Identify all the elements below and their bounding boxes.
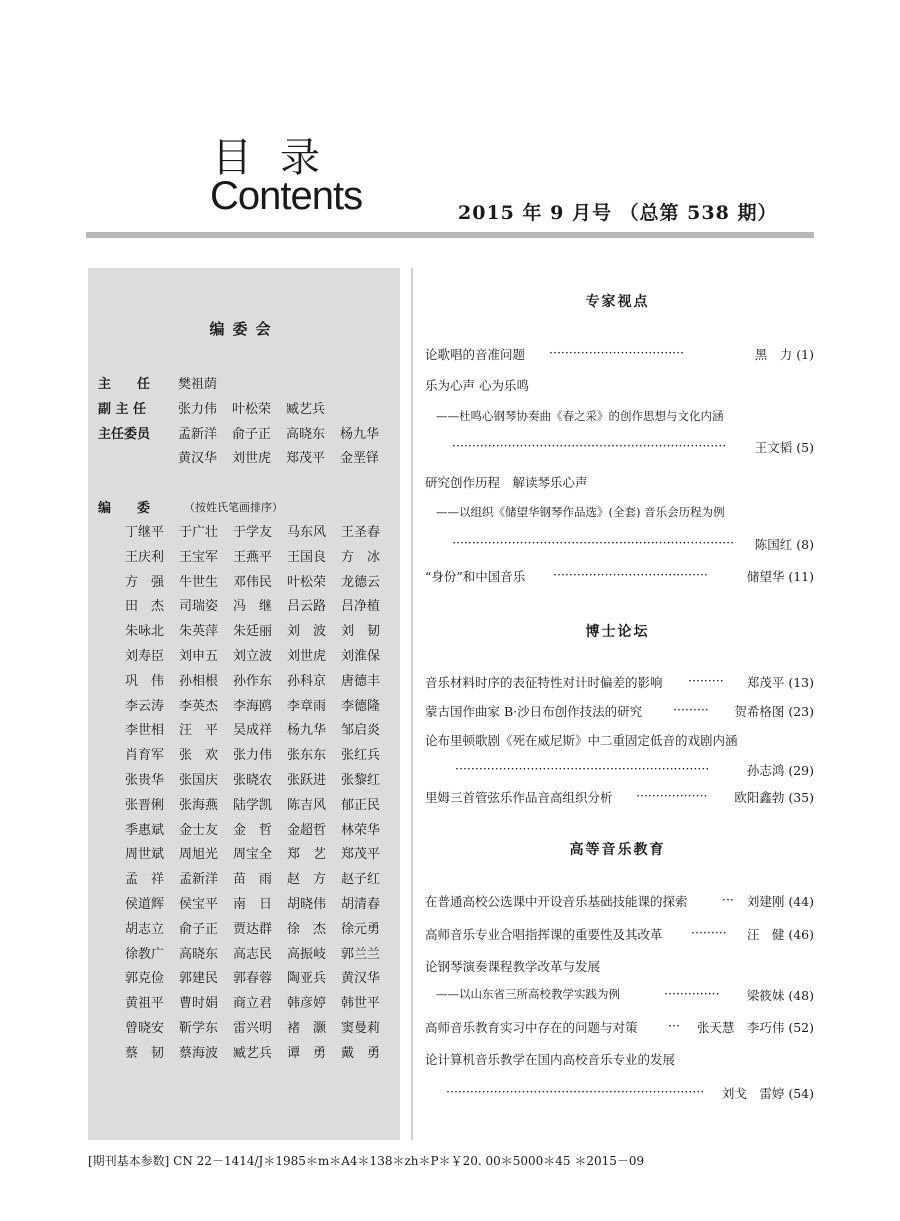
editor-name: 曹时娟 [179, 996, 219, 1012]
editor-name: 李章雨 [287, 698, 327, 714]
toc-author-page [747, 892, 814, 910]
toc-entry-title[interactable]: 乐为心声 心为乐鸣 [425, 378, 529, 393]
board-name: 黄汉华 [178, 451, 218, 466]
editor-name: 郭春蓉 [233, 971, 273, 987]
toc-entry-title[interactable]: 在普通高校公选课中开设音乐基础技能课的探索 [425, 894, 688, 909]
toc-entry-title[interactable]: 高师音乐教育实习中存在的问题与对策 [425, 1020, 638, 1035]
toc-author: 张天慧 李巧伟 [696, 1020, 785, 1035]
editor-name: 张晓农 [233, 773, 273, 788]
editor-name: 郑 艺 [287, 847, 327, 863]
toc-dots: ·············· [664, 986, 720, 1001]
editor-name: 巩 伟 [125, 673, 165, 689]
journal-parameters: [期刊基本参数] CN 22－1414/J＊1985＊m＊A4＊138＊zh＊P＊￥20. 00＊5000＊45 ＊2015－09 [88, 1154, 645, 1168]
toc-dots: ·················· [636, 788, 708, 803]
editor-name: 季惠斌 [125, 822, 165, 838]
editor-name: 戴 勇 [341, 1045, 381, 1061]
toc-entry-title[interactable]: 里姆三首管弦乐作品音高组织分析 [425, 790, 613, 805]
toc-page: (13) [788, 675, 814, 690]
board-name: 杨九华 [340, 427, 380, 442]
toc-author: 王文韬 [754, 440, 793, 455]
editor-name: 张红兵 [341, 748, 381, 764]
editor-name: 高振岐 [287, 946, 327, 962]
toc-author: 欧阳鑫勃 [734, 790, 785, 805]
editor-name: 周世斌 [125, 847, 165, 863]
board-name: 张力伟 [178, 402, 218, 417]
editor-name: 马东风 [287, 525, 327, 540]
toc-dots: ······································· [553, 567, 708, 582]
editor-name: 蔡海波 [179, 1045, 219, 1061]
section-title-doctoral: 博士论坛 [585, 624, 650, 640]
toc-dots: ········· [673, 702, 709, 717]
editor-name: 贾达群 [233, 921, 273, 937]
editor-name: 张东东 [287, 748, 327, 764]
toc-dots: ······································································· [452, 535, 735, 550]
editor-name: 吕云路 [287, 599, 327, 615]
editor-name: 胡晓伟 [287, 897, 327, 912]
editor-name: 郑茂平 [341, 847, 381, 863]
editor-name: 黄祖平 [125, 996, 165, 1012]
toc-dots: ·································· [549, 345, 685, 360]
toc-entry-title[interactable]: 论计算机音乐教学在国内高校音乐专业的发展 [425, 1052, 676, 1067]
editor-name: 徐元勇 [341, 921, 381, 937]
editor-name: 徐 杰 [287, 921, 327, 937]
members-label: 主任委员 [98, 427, 151, 442]
editor-name: 雷兴明 [233, 1021, 273, 1036]
editor-name: 刘立波 [233, 649, 273, 664]
toc-author-page [734, 702, 814, 720]
editor-name: 侯道辉 [125, 897, 165, 912]
editor-name: 韩世平 [341, 996, 381, 1012]
editor-name: 叶松荣 [287, 574, 327, 590]
editor-name: 郭兰兰 [341, 946, 381, 962]
editor-name: 徐教广 [125, 946, 165, 962]
editor-name: 孟新洋 [179, 872, 219, 888]
toc-author-page [747, 673, 814, 691]
toc-dots: ··· [722, 892, 734, 907]
toc-entry-subtitle: ——以山东省三所高校教学实践为例 [436, 987, 620, 1001]
editor-name: 邓伟民 [233, 574, 273, 590]
editor-name: 司瑞姿 [179, 599, 219, 615]
editor-name: 邹启炎 [341, 723, 381, 739]
toc-entry-subtitle: ——杜鸣心钢琴协奏曲《春之采》的创作思想与文化内涵 [436, 409, 724, 423]
toc-author: 刘建刚 [746, 894, 785, 909]
page-title-cn: 目录 [212, 135, 348, 181]
editor-name: 商立君 [233, 996, 273, 1012]
toc-author: 孙志鸿 [746, 763, 785, 778]
editor-name: 金超哲 [287, 822, 327, 838]
toc-author-page [755, 535, 814, 553]
editor-name: 张力伟 [233, 748, 273, 764]
toc-author: 陈国红 [754, 537, 793, 552]
editor-name: 刘 韧 [341, 624, 381, 640]
editor-name: 朱廷丽 [233, 624, 273, 640]
toc-page: (54) [788, 1086, 814, 1101]
editor-name: 陈吉风 [287, 797, 327, 813]
toc-author-page [722, 1084, 814, 1102]
toc-author-page [747, 925, 814, 943]
editor-name: 李世相 [125, 723, 165, 739]
editor-name: 陆学凯 [233, 797, 273, 813]
editor-name: 靳学东 [179, 1021, 219, 1036]
editor-name: 郁正民 [341, 797, 381, 813]
toc-page: (48) [788, 988, 814, 1003]
editor-name: 张黎红 [341, 773, 381, 788]
editor-name: 孙科京 [287, 673, 327, 689]
editor-name: 金 哲 [233, 822, 273, 838]
editor-name: 刘寿臣 [125, 649, 165, 664]
editor-name: 张贵华 [125, 773, 165, 788]
editor-name: 胡清春 [341, 897, 381, 912]
editor-name: 谭 勇 [287, 1045, 327, 1061]
editor-name: 王庆利 [125, 549, 165, 565]
editor-name: 李海鸥 [233, 698, 273, 714]
editor-name: 刘世虎 [287, 649, 327, 664]
editor-name: 郭建民 [179, 971, 219, 987]
editor-name: 牛世生 [179, 574, 219, 590]
board-title: 编委会 [209, 320, 279, 338]
editor-name: 胡志立 [125, 921, 165, 937]
editor-name: 曾晓安 [125, 1021, 165, 1036]
editor-name: 赵子红 [341, 872, 381, 888]
editors-label: 编 委 [98, 501, 151, 516]
board-name: 刘世虎 [232, 451, 272, 466]
page-title-en: Contents [210, 174, 363, 218]
editor-name: 杨九华 [287, 723, 327, 739]
toc-author: 郑茂平 [746, 675, 785, 690]
editor-name: 俞子正 [179, 921, 219, 937]
editor-name: 林荣华 [341, 822, 381, 838]
members-names-row1 [178, 423, 394, 442]
toc-dots: ··· [668, 1018, 680, 1033]
editor-name: 王国良 [287, 549, 327, 565]
issue-info: 2015 年 9 月号 （总第 538 期） [458, 202, 778, 224]
toc-author: 储望华 [746, 569, 785, 584]
toc-page: (5) [796, 440, 814, 455]
toc-entry-title[interactable]: 音乐材料时序的表征特性对计时偏差的影响 [425, 675, 663, 690]
editor-name: 高志民 [233, 946, 273, 962]
editor-name: 金士友 [179, 822, 219, 838]
editor-name: 肖育军 [125, 748, 165, 764]
board-name: 高晓东 [286, 427, 326, 442]
editor-name: 南 日 [233, 897, 273, 912]
toc-author-page [747, 986, 814, 1004]
section-title-expert: 专家视点 [585, 294, 650, 310]
toc-page: (11) [788, 569, 814, 584]
editor-name: 高晓东 [179, 946, 219, 962]
toc-author-page [755, 345, 814, 363]
toc-entry-title[interactable]: 研究创作历程 解读琴乐心声 [425, 475, 588, 490]
editor-name: 臧艺兵 [233, 1045, 273, 1061]
section-title-higher-education: 高等音乐教育 [569, 842, 666, 858]
chief-names [178, 373, 232, 392]
toc-dots: ································································· [446, 1084, 705, 1099]
editor-name: 龙德云 [341, 574, 381, 590]
toc-dots: ································································ [455, 761, 710, 776]
chief-label: 主 任 [98, 377, 151, 392]
toc-author-page [747, 567, 814, 585]
toc-dots: ········· [688, 673, 724, 688]
toc-page: (44) [788, 894, 814, 909]
editors-note: （按姓氏笔画排序） [184, 501, 283, 514]
editor-name: 朱咏北 [125, 624, 165, 640]
editor-name: 刘 波 [287, 624, 327, 640]
editor-name: 陶亚兵 [287, 971, 327, 987]
toc-entry-subtitle: ——以组织《储望华钢琴作品选》(全套) 音乐会历程为例 [436, 505, 725, 519]
editor-name: 张 欢 [179, 748, 219, 764]
toc-author-page [734, 788, 814, 806]
editor-name: 孟 祥 [125, 872, 165, 888]
toc-author: 梁筱妹 [746, 988, 785, 1003]
editor-name: 韩彦婷 [287, 996, 327, 1012]
toc-page: (23) [788, 704, 814, 719]
editor-name: 孙相根 [179, 673, 219, 689]
editor-name: 李德隆 [341, 698, 381, 714]
editor-name: 方 强 [125, 574, 165, 590]
editor-name: 于广壮 [179, 525, 219, 540]
editor-name: 吴成祥 [233, 723, 273, 739]
toc-entry-title[interactable]: 蒙古国作曲家 B·沙日布创作技法的研究 [425, 704, 643, 719]
editor-name: 张跃进 [287, 773, 327, 788]
editor-name: 丁继平 [125, 525, 165, 540]
board-name: 郑茂平 [286, 451, 326, 466]
toc-entry-title[interactable]: 论布里顿歌剧《死在威尼斯》中二重固定低音的戏剧内涵 [425, 733, 738, 748]
toc-page: (1) [796, 347, 814, 362]
editor-name: 朱英萍 [179, 624, 219, 640]
editor-name: 张晋俐 [125, 797, 165, 813]
editor-name: 于学友 [233, 525, 273, 540]
toc-author: 贺希格图 [734, 704, 785, 719]
editor-name: 方 冰 [341, 549, 381, 565]
editor-name: 苗 雨 [233, 872, 273, 888]
editor-name: 汪 平 [179, 723, 219, 739]
members-names-row2 [178, 447, 394, 466]
editor-name: 冯 继 [233, 599, 273, 615]
toc-author-page [755, 438, 814, 456]
toc-dots: ····································································· [452, 438, 727, 453]
editor-name: 郭克俭 [125, 971, 165, 987]
editor-name: 李英杰 [179, 698, 219, 714]
editor-name: 孙作东 [233, 673, 273, 689]
board-name: 樊祖荫 [178, 377, 218, 392]
toc-entry-title[interactable]: 论歌唱的音准问题 [425, 347, 526, 362]
toc-page: (35) [788, 790, 814, 805]
editor-name: 赵 方 [287, 872, 327, 888]
editor-name: 褚 灏 [287, 1021, 327, 1036]
editor-name: 田 杰 [125, 599, 165, 615]
editor-name: 窦曼莉 [341, 1021, 381, 1036]
deputy-names [178, 398, 340, 417]
editor-name: 王宝军 [179, 549, 219, 565]
editor-name: 王燕平 [233, 549, 273, 565]
editor-name: 李云涛 [125, 698, 165, 714]
toc-entry-title[interactable]: 高师音乐专业合唱指挥课的重要性及其改革 [425, 927, 663, 942]
editor-name: 侯宝平 [179, 897, 219, 912]
board-name: 金垩铎 [340, 451, 380, 466]
editor-name: 周旭光 [179, 847, 219, 863]
board-name: 俞子正 [232, 427, 272, 442]
toc-page: (8) [796, 537, 814, 552]
editor-name: 唐德丰 [341, 673, 381, 689]
editor-name: 周宝全 [233, 847, 273, 863]
column-divider [411, 268, 413, 1140]
toc-dots: ········· [691, 925, 727, 940]
editor-name: 刘申五 [179, 649, 219, 664]
editor-name: 张国庆 [179, 773, 219, 788]
deputy-label: 副 主 任 [98, 402, 147, 417]
toc-page: (52) [788, 1020, 814, 1035]
toc-author: 汪 健 [746, 927, 785, 942]
toc-author: 刘戈 雷婷 [721, 1086, 785, 1101]
toc-author-page [697, 1018, 814, 1036]
editor-name: 张海燕 [179, 797, 219, 813]
editor-name: 黄汉华 [341, 971, 381, 987]
toc-author-page [747, 761, 814, 779]
editor-name: 吕净植 [341, 599, 381, 615]
toc-page: (29) [788, 763, 814, 778]
toc-entry-title[interactable]: “身份”和中国音乐 [425, 569, 526, 584]
editor-name: 刘淮保 [341, 649, 381, 664]
board-name: 臧艺兵 [286, 402, 326, 417]
header-divider [86, 232, 814, 238]
editor-name: 蔡 韧 [125, 1045, 165, 1061]
editor-name: 王圣春 [341, 525, 381, 540]
toc-entry-title[interactable]: 论钢琴演奏课程教学改革与发展 [425, 959, 601, 974]
board-name: 孟新洋 [178, 427, 218, 442]
toc-page: (46) [788, 927, 814, 942]
board-name: 叶松荣 [232, 402, 272, 417]
toc-author: 黑 力 [754, 347, 793, 362]
